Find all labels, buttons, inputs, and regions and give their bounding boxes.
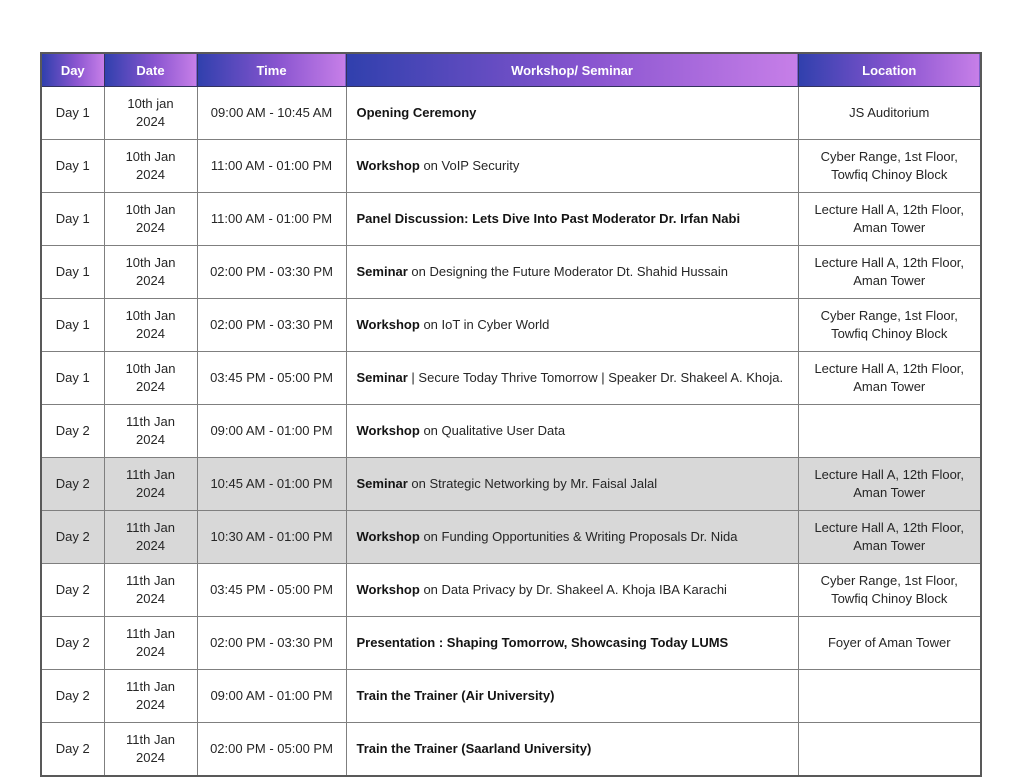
table-row [41,299,981,352]
day-cell: Day 2 [41,511,104,564]
event-cell [346,193,798,246]
table-row [41,511,981,564]
time-cell: 09:00 AM - 01:00 PM [197,405,346,458]
day-cell: Day 2 [41,617,104,670]
time-cell: 11:00 AM - 01:00 PM [197,193,346,246]
event-cell [346,87,798,140]
location-cell: Foyer of Aman Tower [798,617,981,670]
event-cell [346,617,798,670]
location-cell: Cyber Range, 1st Floor, Towfiq Chinoy Block [798,140,981,193]
location-cell: Lecture Hall A, 12th Floor, Aman Tower [798,458,981,511]
table-row [41,617,981,670]
time-cell: 02:00 PM - 03:30 PM [197,617,346,670]
location-cell: Lecture Hall A, 12th Floor, Aman Tower [798,352,981,405]
date-cell: 11th Jan 2024 [104,458,197,511]
event-title-bold: Workshop [356,582,420,598]
table-row [41,140,981,193]
header-cell-event: Workshop/ Seminar [346,53,798,87]
location-cell [798,405,981,458]
table-row [41,564,981,617]
event-title-bold: Seminar [356,476,408,492]
date-cell: 11th Jan 2024 [104,564,197,617]
location-cell [798,723,981,777]
date-cell: 11th Jan 2024 [104,405,197,458]
day-cell: Day 2 [41,405,104,458]
day-cell: Day 1 [41,299,104,352]
location-cell: Cyber Range, 1st Floor, Towfiq Chinoy Block [798,564,981,617]
event-title-bold: Seminar [356,264,408,280]
time-cell: 02:00 PM - 05:00 PM [197,723,346,777]
event-title-rest: on Data Privacy by Dr. Shakeel A. Khoja IBA Karachi [419,582,727,598]
date-cell: 11th Jan 2024 [104,617,197,670]
table-row [41,405,981,458]
event-cell [346,405,798,458]
event-title-rest: on Designing the Future Moderator Dt. Shahid Hussain [407,264,728,280]
location-cell: Lecture Hall A, 12th Floor, Aman Tower [798,246,981,299]
table-row [41,246,981,299]
date-cell: 10th jan 2024 [104,87,197,140]
day-cell: Day 2 [41,670,104,723]
day-cell: Day 2 [41,458,104,511]
event-title-rest: on IoT in Cyber World [419,317,550,333]
header-cell-location: Location [798,53,981,87]
time-cell: 03:45 PM - 05:00 PM [197,564,346,617]
day-cell: Day 2 [41,723,104,777]
event-cell [346,299,798,352]
event-title-bold: Train the Trainer (Saarland University) [356,741,592,757]
event-title-bold: Train the Trainer (Air University) [356,688,555,704]
event-title-bold: Opening Ceremony [356,105,477,121]
date-cell: 10th Jan 2024 [104,246,197,299]
table-row [41,87,981,140]
event-cell [346,723,798,777]
date-cell: 10th Jan 2024 [104,299,197,352]
location-cell [798,670,981,723]
day-cell: Day 1 [41,193,104,246]
event-title-bold: Seminar [356,370,408,386]
table-row [41,193,981,246]
event-title-rest: on Qualitative User Data [419,423,566,439]
date-cell: 10th Jan 2024 [104,140,197,193]
event-cell [346,458,798,511]
day-cell: Day 1 [41,246,104,299]
event-cell [346,352,798,405]
time-cell: 10:45 AM - 01:00 PM [197,458,346,511]
day-cell: Day 2 [41,564,104,617]
event-title-bold: Workshop [356,423,420,439]
date-cell: 11th Jan 2024 [104,670,197,723]
event-cell [346,246,798,299]
date-cell: 11th Jan 2024 [104,511,197,564]
table-row [41,458,981,511]
event-title-rest: on Strategic Networking by Mr. Faisal Jalal [407,476,658,492]
date-cell: 11th Jan 2024 [104,723,197,777]
location-cell: Lecture Hall A, 12th Floor, Aman Tower [798,511,981,564]
location-cell: Cyber Range, 1st Floor, Towfiq Chinoy Block [798,299,981,352]
date-cell: 10th Jan 2024 [104,352,197,405]
time-cell: 02:00 PM - 03:30 PM [197,246,346,299]
table-row [41,723,981,777]
table-row [41,352,981,405]
date-cell: 10th Jan 2024 [104,193,197,246]
event-title-bold: Workshop [356,529,420,545]
event-cell [346,564,798,617]
event-title-bold: Workshop [356,317,420,333]
time-cell: 09:00 AM - 10:45 AM [197,87,346,140]
location-cell: Lecture Hall A, 12th Floor, Aman Tower [798,193,981,246]
day-cell: Day 1 [41,87,104,140]
event-title-rest: on VoIP Security [419,158,520,174]
header-cell-date: Date [104,53,197,87]
time-cell: 03:45 PM - 05:00 PM [197,352,346,405]
schedule-table [40,52,982,777]
time-cell: 10:30 AM - 01:00 PM [197,511,346,564]
table-row [41,670,981,723]
event-cell [346,140,798,193]
event-cell [346,511,798,564]
time-cell: 02:00 PM - 03:30 PM [197,299,346,352]
event-title-bold: Workshop [356,158,420,174]
event-title-rest: on Funding Opportunities & Writing Proposals Dr. Nida [419,529,738,545]
location-cell: JS Auditorium [798,87,981,140]
time-cell: 11:00 AM - 01:00 PM [197,140,346,193]
time-cell: 09:00 AM - 01:00 PM [197,670,346,723]
event-title-bold: Panel Discussion: Lets Dive Into Past Moderator Dr. Irfan Nabi [356,211,741,227]
day-cell: Day 1 [41,140,104,193]
header-cell-time: Time [197,53,346,87]
event-cell [346,670,798,723]
event-title-bold: Presentation : Shaping Tomorrow, Showcasing Today LUMS [356,635,729,651]
day-cell: Day 1 [41,352,104,405]
event-title-rest: | Secure Today Thrive Tomorrow | Speaker Dr. Shakeel A. Khoja. [407,370,784,386]
header-row [41,53,981,87]
header-cell-day: Day [41,53,104,87]
